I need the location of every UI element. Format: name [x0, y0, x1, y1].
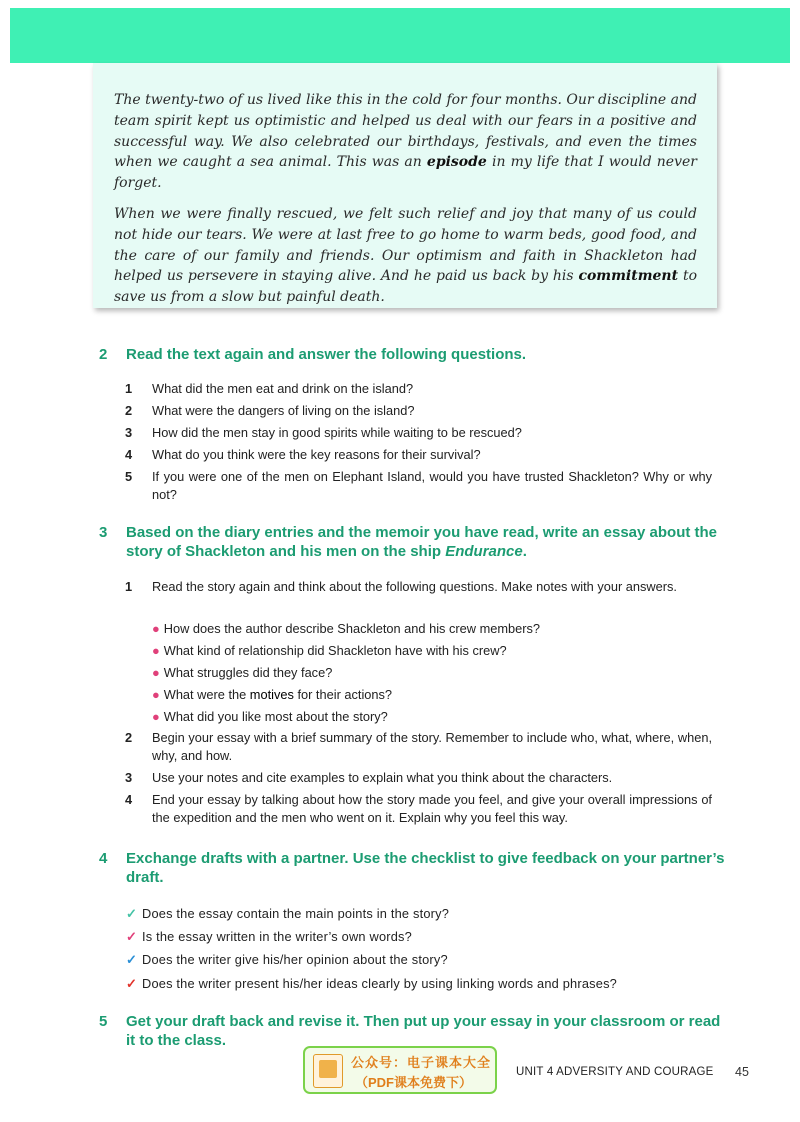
ship-name: Endurance [445, 543, 523, 560]
q3-bullet-5: ● What did you like most about the story? [152, 709, 388, 724]
checklist-item-4: ✓ Does the writer present his/her ideas clearly by using linking words and phrases? [126, 976, 617, 991]
check-icon: ✓ [126, 976, 137, 991]
question-5-heading: 5 Get your draft back and revise it. Then put up your essay in your classroom or read it to the class. [99, 1013, 721, 1049]
memoir-paragraph-2: When we were finally rescued, we felt such relief and joy that many of us could not hide our tears. We were at last free to go home to warm beds, good food, and the care of our family and friends. Our optimism and faith in Shackleton had helped us persevere in staying alive. And he paid us back by his commitment to save us from a slow but painful death. [114, 205, 697, 306]
bullet-dot-icon: ● [152, 687, 160, 702]
memoir-excerpt-box [93, 63, 717, 308]
vocab-episode: episode [426, 154, 487, 171]
book-logo-icon [313, 1054, 343, 1088]
vocab-motives: motives [249, 687, 294, 702]
checklist-item-2: ✓ Is the essay written in the writer’s own words? [126, 929, 412, 944]
q3-bullet-3: ● What struggles did they face? [152, 665, 333, 680]
footer-unit-title: UNIT 4 ADVERSITY AND COURAGE [516, 1066, 714, 1078]
bullet-dot-icon: ● [152, 665, 160, 680]
header-band [10, 8, 790, 63]
q3-bullet-4: ● What were the motives for their actions? [152, 687, 393, 702]
vocab-commitment: commitment [578, 268, 679, 285]
bullet-dot-icon: ● [152, 621, 160, 636]
checklist-item-1: ✓ Does the essay contain the main points in the story? [126, 906, 450, 921]
watermark-stamp: 公众号：电子课本大全 （PDF课本免费下） [303, 1046, 497, 1094]
question-4-heading: 4 Exchange drafts with a partner. Use the checklist to give feedback on your partner’s draft. [99, 850, 725, 886]
check-icon: ✓ [126, 906, 137, 921]
checklist-item-3: ✓ Does the writer give his/her opinion about the story? [126, 952, 448, 967]
bullet-dot-icon: ● [152, 709, 160, 724]
q3-bullet-2: ● What kind of relationship did Shackleton have with his crew? [152, 643, 507, 658]
memoir-paragraph-1: The twenty-two of us lived like this in the cold for four months. Our discipline and team spirit kept us optimistic and helped us deal with our fears in a positive and successful way. We also celebrated our birthdays, festivals, and even the times when we caught a sea animal. This was an episode in my life that I would never forget. [114, 92, 697, 192]
bullet-dot-icon: ● [152, 643, 160, 658]
question-3-heading: 3 Based on the diary entries and the memoir you have read, write an essay about the story of Shackleton and his men on the ship Endurance. [99, 524, 718, 560]
check-icon: ✓ [126, 929, 137, 944]
q3-bullet-1: ● How does the author describe Shackleton and his crew members? [152, 621, 541, 636]
check-icon: ✓ [126, 952, 137, 967]
page-number: 45 [735, 1065, 749, 1079]
